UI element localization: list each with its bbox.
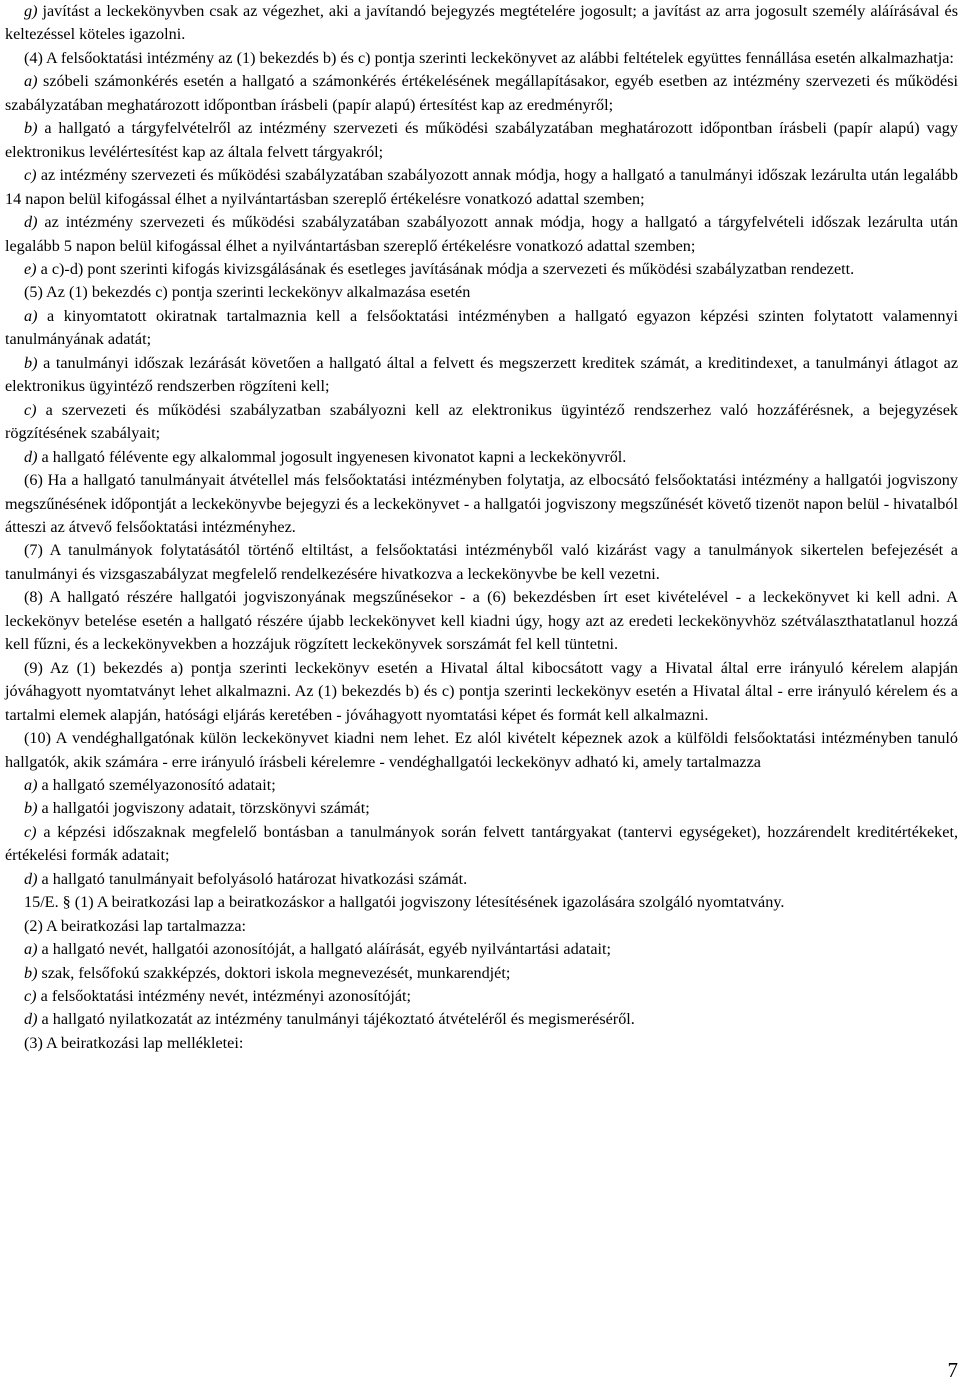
list-item-text: az intézmény szervezeti és működési szabályzatában szabályozott annak módja, hogy a hallgató a tanulmányi időszak lezárulta után legalább 14 napon belül kifogással élhet a nyilvántartásban szereplő értékelésre vonatkozó adattal szemben;	[5, 166, 958, 208]
list-item-marker: b)	[24, 963, 38, 982]
list-item	[5, 0, 958, 47]
list-item-text: a hallgató félévente egy alkalommal jogosult ingyenesen kivonatot kapni a leckekönyvről.	[41, 447, 627, 466]
list-item-text: a hallgató a tárgyfelvételről az intézmény szervezeti és működési szabályzatában meghatározott időpontban írásbeli (papír alapú) vagy elektronikus levélértesítést kap az általa felvett tárgyakról;	[5, 119, 958, 161]
list-item	[5, 164, 958, 211]
list-item-text: a c)-d) pont szerinti kifogás kivizsgálásának és esetleges javításának módja a szervezeti és működési szabályzatban rendezett.	[40, 259, 855, 278]
list-item	[5, 985, 958, 1008]
list-item-marker: b)	[24, 799, 38, 818]
paragraph: 15/E. § (1) A beiratkozási lap a beiratkozáskor a hallgatói jogviszony létesítésének igazolására szolgáló nyomtatvány.	[24, 893, 785, 912]
list-item-text: a hallgató személyazonosító adatait;	[41, 775, 276, 794]
list-item-marker: e)	[24, 259, 37, 278]
list-item-text: szak, felsőfokú szakképzés, doktori iskola megnevezését, munkarendjét;	[41, 963, 511, 982]
list-item-marker: b)	[24, 353, 38, 372]
list-item	[5, 211, 958, 258]
list-item-text: a hallgató nyilatkozatát az intézmény tanulmányi tájékoztató átvételéről és megismeréséről.	[41, 1010, 635, 1029]
list-item-text: a kinyomtatott okiratnak tartalmaznia kell a felsőoktatási intézményben a hallgató egyazon képzési szinten folytatott valamennyi tanulmányának adatát;	[5, 306, 959, 349]
list-item-text: a hallgató nevét, hallgatói azonosítóját, a hallgató aláírását, egyéb nyilvántartási adatait;	[41, 940, 612, 959]
list-item-text: a felsőoktatási intézmény nevét, intézményi azonosítóját;	[40, 987, 412, 1006]
list-item	[5, 446, 958, 469]
list-item-marker: c)	[24, 987, 37, 1006]
list-item-marker: a)	[24, 72, 38, 91]
list-item-marker: d)	[24, 447, 38, 466]
list-item	[5, 962, 958, 985]
list-item-marker: d)	[24, 869, 38, 888]
paragraph: (5) Az (1) bekezdés c) pontja szerinti leckekönyv alkalmazása esetén	[24, 283, 471, 302]
paragraph: (7) A tanulmányok folytatásától történő eltiltást, a felsőoktatási intézményből való kizárást vagy a tanulmányok sikertelen befejezését a tanulmányi és vizsgaszabályzat megfelelő rendelkezésére hivatkozva a leckekönyvbe be kell vezetni.	[5, 541, 958, 583]
list-item-marker: b)	[24, 119, 38, 138]
list-item-text: a szervezeti és működési szabályzatban szabályozni kell az elektronikus ügyintéző rendszerhez való hozzáférésnek, a bejegyzések rögzítésének szabályait;	[5, 400, 958, 443]
page-number: 7	[947, 1358, 958, 1382]
list-item-marker: d)	[24, 213, 38, 232]
list-item-marker: d)	[24, 1010, 38, 1029]
list-item	[5, 70, 958, 117]
list-item	[5, 821, 958, 868]
list-item-text: javítást a leckekönyvben csak az végezhet, aki a javítandó bejegyzés megtételére jogosult; a javítást az arra jogosult személy aláírásával és keltezéssel köteles igazolni.	[5, 2, 958, 44]
list-item-marker: c)	[24, 822, 37, 841]
paragraph: (6) Ha a hallgató tanulmányait átvétellel más felsőoktatási intézményben folytatja, az elbocsátó felsőoktatási intézmény a hallgatói jogviszony megszűnésének időpontját a leckekönyvbe bejegyzi és a leckekönyvet - a hallgatói jogviszony megszűnését követő tizenöt napon belül - hivatalból átteszi az átvevő felsőoktatási intézményhez.	[5, 471, 958, 536]
list-item	[5, 305, 958, 352]
document-page	[5, 0, 958, 1055]
list-item	[5, 774, 958, 797]
paragraph: (4) A felsőoktatási intézmény az (1) bekezdés b) és c) pontja szerinti leckekönyvet az alábbi feltételek együttes fennállása esetén alkalmazhatja:	[24, 48, 954, 67]
paragraph: (10) A vendéghallgatónak külön leckekönyvet kiadni nem lehet. Ez alól kivételt képeznek azok a külföldi felsőoktatási intézményben tanuló hallgatók, akik számára - erre irányuló írásbeli kérelemre - vendéghallgatói leckekönyv adható ki, amely tartalmazza	[5, 729, 958, 771]
list-item	[5, 258, 958, 281]
list-item-marker: a)	[24, 940, 38, 959]
list-item-marker: c)	[24, 166, 37, 185]
list-item-text: a tanulmányi időszak lezárását követően a hallgató által a felvett és megszerzett kreditek számát, a kreditindexet, a tanulmányi átlagot az elektronikus ügyintéző rendszerben rögzíteni kell;	[5, 353, 958, 396]
list-item	[5, 938, 958, 961]
list-item-marker: a)	[24, 306, 38, 325]
list-item	[5, 1008, 958, 1031]
list-item-marker: c)	[24, 400, 37, 419]
document-body	[5, 0, 958, 1055]
paragraph: (8) A hallgató részére hallgatói jogviszonyának megszűnésekor - a (6) bekezdésben írt eset kivételével - a leckekönyvet ki kell adni. A leckekönyv betelése esetén a hallgató részére újabb leckekönyvet kell kiadni úgy, hogy azt az eredeti leckekönyvhöz szétválaszthatatlanul hozzá kell fűzni, és a leckekönyvekben a hozzájuk rögzített leckekönyvek sorszámát fel kell tüntetni.	[5, 588, 958, 654]
list-item-text: a hallgatói jogviszony adatait, törzskönyvi számát;	[41, 799, 370, 818]
paragraph: (9) Az (1) bekezdés a) pontja szerinti leckekönyv esetén a Hivatal által kibocsátott vagy a Hivatal által erre irányuló kérelem alapján jóváhagyott nyomtatványt lehet alkalmazni. Az (1) bekezdés b) és c) pontja szerinti leckekönyv esetén a Hivatal által - erre irányuló kérelem és a tartalmi elemek alapján, hatósági eljárás keretében - jóváhagyott nyomtatási képet és formát kell alkalmazni.	[5, 658, 958, 724]
paragraph: (3) A beiratkozási lap mellékletei:	[24, 1033, 244, 1052]
list-item-text: az intézmény szervezeti és működési szabályzatában szabályozott annak módja, hogy a hallgató a tárgyfelvételi időszak lezárulta után legalább 5 napon belül kifogással élhet a nyilvántartásban szereplő értékelésre vonatkozó adattal szemben;	[5, 213, 958, 255]
list-item-text: a hallgató tanulmányait befolyásoló határozat hivatkozási számát.	[41, 869, 468, 888]
list-item-text: szóbeli számonkérés esetén a hallgató a számonkérés értékelésének megállapításakor, egyéb esetben az intézmény szervezeti és működési szabályzatában meghatározott időpontban írásbeli (papír alapú) értesítést kap az eredményről;	[5, 72, 959, 114]
paragraph: (2) A beiratkozási lap tartalmazza:	[24, 916, 247, 935]
list-item	[5, 868, 958, 891]
list-item	[5, 797, 958, 820]
list-item	[5, 117, 958, 164]
list-item	[5, 399, 958, 446]
list-item-marker: g)	[24, 2, 38, 20]
list-item	[5, 352, 958, 399]
list-item-marker: a)	[24, 775, 38, 794]
list-item-text: a képzési időszaknak megfelelő bontásban a tanulmányok során felvett tantárgyakat (tantervi egységeket), hozzárendelt kreditértékeket, értékelési formák adatait;	[5, 822, 958, 865]
